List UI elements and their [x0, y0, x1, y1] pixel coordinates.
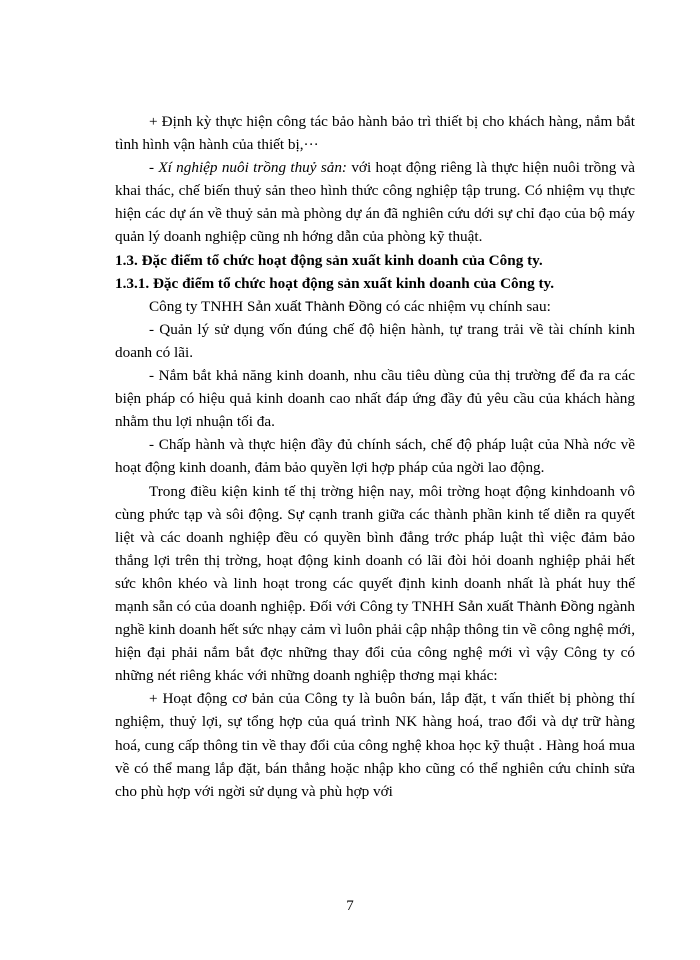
paragraph-company-intro [115, 295, 635, 318]
intro-company-name: ản xuất Thành Đồng [255, 297, 383, 314]
paragraph-aquaculture [115, 156, 635, 248]
aquaculture-label: - Xí nghiệp nuôi trồng thuỷ sản: [149, 159, 347, 177]
duty-legal-compliance: - Chấp hành và thực hiện đầy đủ chính sách, chế độ pháp luật của Nhà nớc về hoạt động kinh doanh, đảm bảo quyền lợi hợp pháp của ngời lao động. [115, 436, 635, 477]
paragraph-maintenance: + Định kỳ thực hiện công tác bảo hành bảo trì thiết bị cho khách hàng, nắm bắt tình hình vận hành của thiết bị,··· [115, 113, 635, 154]
market-text-after: ngành nghề kinh doanh hết sức nhạy cảm vì luôn phải cập nhập thông tin về công nghệ mới, hiện đại phải nắm bắt đợc những thay đổi của công nghệ mới vì vậy Công ty có những nét riêng khác với những doanh nghiệp thơng mại khác: [115, 597, 635, 685]
paragraph-core-activities: + Hoạt động cơ bản của Công ty là buôn bán, lắp đặt, t vấn thiết bị phòng thí nghiệm, thuỷ lợi, sự tổng hợp của quá trình NK hàng hoá, trao đổi và dự trữ hàng hoá, cung cấp thông tin về thay đổi của công nghệ khoa học kỹ thuật . Hàng hoá mua về có thể mang lắp đặt, bán thẳng hoặc nhập kho cũng có thể nghiên cứu chỉnh sửa cho phù hợp với ngời sử dụng và phù hợp với [115, 690, 635, 800]
intro-after: có các nhiệm vụ chính sau: [382, 297, 551, 315]
market-text-before: Trong điều kiện kinh tế thị trờng hiện nay, môi trờng hoạt động kinhdoanh vô cùng phức tạp và sôi động. Sự cạnh tranh giữa các thành phần kinh tế diễn ra quyết liệt và các doanh nghiệp đều có quyền bình đẳng trớc pháp luật thì việc đảm bảo thắng lợi trên thị trờng, hoạt động kinh doanh có lãi đòi hỏi doanh nghiệp phải hết sức khôn khéo và linh hoạt trong các quyết định kinh doanh nhất là phát huy thế mạnh sẵn có của doanh nghiệp. Đối với Công ty TNHH [115, 482, 635, 615]
heading-section-1-3-1: 1.3.1. Đặc điểm tổ chức hoạt động sản xuất kinh doanh của Công ty. [115, 274, 555, 292]
paragraph-market-economy [115, 480, 635, 688]
document-body [115, 110, 635, 803]
aquaculture-text: với hoạt động riêng là thực hiện nuôi trồng và khai thác, chế biến thuỷ sản theo hình thức công nghiệp tập trung. Có nhiệm vụ thực hiện các dự án về thuỷ sản mà phòng dự án đã nghiên cứu dới sự chỉ đạo của bộ máy quản lý doanh nghiệp cũng nh hớng dẫn của phòng kỹ thuật. [115, 159, 635, 246]
market-company-name: Sản xuất Thành Đồng [458, 597, 595, 614]
duty-market-analysis: - Nắm bắt khả năng kinh doanh, nhu cầu tiêu dùng của thị trường để đa ra các biện pháp có hiệu quả kinh doanh cao nhất đáp ứng đầy đủ yêu cầu của khách hàng nhằm thu lợi nhuận tối đa. [115, 367, 635, 431]
page-number: 7 [346, 898, 354, 914]
duty-capital-management: - Quản lý sử dụng vốn đúng chế độ hiện hành, tự trang trải về tài chính kinh doanh có lãi. [115, 320, 635, 361]
intro-before: Công ty TNHH S [149, 297, 256, 315]
heading-section-1-3: 1.3. Đặc điểm tổ chức hoạt động sản xuất kinh doanh của Công ty. [115, 251, 543, 269]
